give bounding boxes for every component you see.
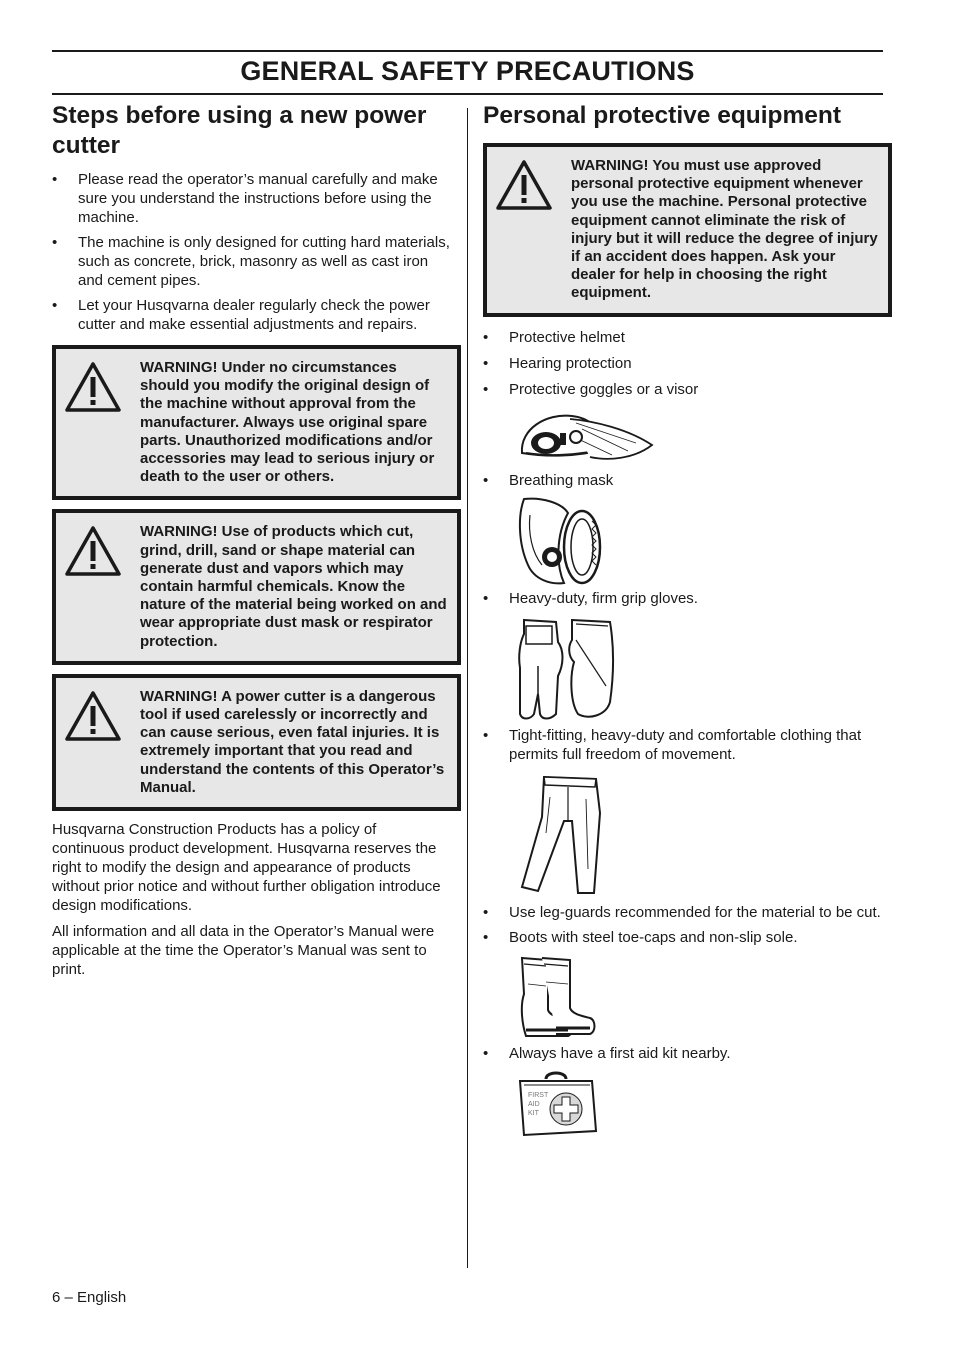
warning-box-dangerous-tool bbox=[52, 674, 461, 811]
warning-text: WARNING! Use of products which cut, grind, drill, sand or shape material can generate dust and vapors which may contain harmful chemicals. Know the nature of the material being worked on and wear appropriate dust mask or respirator protection. bbox=[140, 523, 447, 650]
gloves-illustration bbox=[516, 616, 620, 722]
list-item-clothing: • Tight-fitting, heavy-duty and comfortable clothing that permits full freedom of movement. bbox=[483, 726, 893, 764]
right-column bbox=[483, 101, 893, 1139]
warning-text: WARNING! Under no circumstances should you modify the original design of the machine without approval from the manufacturer. Always use original spare parts. Unauthorized modifications and/or accessories may lead to serious injury or death to the user or others. bbox=[140, 359, 435, 486]
warning-box-ppe bbox=[483, 143, 892, 317]
trousers-illustration bbox=[516, 773, 606, 897]
list-item-mask: • Breathing mask bbox=[483, 471, 893, 490]
breathing-mask-illustration bbox=[516, 495, 606, 587]
list-item-goggles: • Protective goggles or a visor bbox=[483, 380, 893, 399]
ppe-list-gloves bbox=[483, 589, 893, 608]
warning-box-modification bbox=[52, 345, 461, 500]
section-heading-ppe: Personal protective equipment bbox=[483, 102, 842, 129]
list-item: • The machine is only designed for cutting hard materials, such as concrete, brick, masonry as well as cast iron and cement pipes. bbox=[52, 233, 452, 290]
list-item: • Please read the operator’s manual carefully and make sure you understand the instructions before using the machine. bbox=[52, 170, 452, 227]
ppe-list-first-aid bbox=[483, 1044, 893, 1063]
list-item-leg-guards: • Use leg-guards recommended for the material to be cut. bbox=[483, 903, 893, 922]
page-footer: 6 – English bbox=[52, 1289, 127, 1306]
title-underline bbox=[52, 93, 883, 95]
ppe-list bbox=[483, 328, 893, 399]
column-divider bbox=[467, 108, 468, 1268]
warning-triangle-icon bbox=[64, 525, 122, 577]
warning-box-dust bbox=[52, 509, 461, 664]
data-validity-paragraph: All information and all data in the Operator’s Manual were applicable at the time the Operator’s Manual was sent to print. bbox=[52, 923, 435, 979]
page-title: GENERAL SAFETY PRECAUTIONS bbox=[240, 56, 695, 86]
warning-text: WARNING! You must use approved personal protective equipment whenever you use the machine. Personal protective equipment cannot eliminate the risk of injury but it will reduce the degree of injury if an accident does happen. Ask your dealer for help in choosing the right equipment. bbox=[571, 157, 878, 302]
boots-illustration bbox=[516, 954, 596, 1040]
policy-paragraph: Husqvarna Construction Products has a policy of continuous product development. Husqvarna reserves the right to modify the design and appearance of products without prior notice and without further obligation introduce design modifications. bbox=[52, 821, 441, 915]
first-aid-kit-label: KIT bbox=[528, 1109, 539, 1117]
top-rule bbox=[52, 50, 883, 52]
list-item-gloves: • Heavy-duty, firm grip gloves. bbox=[483, 589, 893, 608]
section-heading-steps: Steps before using a new power cutter bbox=[52, 102, 427, 159]
warning-text: WARNING! A power cutter is a dangerous tool if used carelessly or incorrectly and can cause serious, even fatal injuries. It is extremely important that you read and understand the contents of this Operator’s Manual. bbox=[140, 687, 445, 796]
list-item-helmet: • Protective helmet bbox=[483, 328, 893, 347]
ppe-list-legs-boots bbox=[483, 903, 893, 947]
ppe-list-clothing bbox=[483, 726, 893, 764]
first-aid-kit-label: FIRST bbox=[528, 1091, 549, 1099]
list-item-hearing: • Hearing protection bbox=[483, 354, 893, 373]
list-item-first-aid: • Always have a first aid kit nearby. bbox=[483, 1044, 893, 1063]
ppe-list-mask bbox=[483, 471, 893, 490]
list-item-boots: • Boots with steel toe-caps and non-slip sole. bbox=[483, 928, 893, 947]
first-aid-kit-label: AID bbox=[528, 1100, 540, 1108]
first-aid-kit-illustration bbox=[516, 1069, 600, 1139]
helmet-illustration bbox=[516, 407, 656, 467]
warning-triangle-icon bbox=[64, 690, 122, 742]
list-item: • Let your Husqvarna dealer regularly check the power cutter and make essential adjustments and repairs. bbox=[52, 296, 452, 334]
left-column bbox=[52, 101, 452, 979]
warning-triangle-icon bbox=[495, 159, 553, 211]
steps-list bbox=[52, 170, 452, 334]
warning-triangle-icon bbox=[64, 361, 122, 413]
